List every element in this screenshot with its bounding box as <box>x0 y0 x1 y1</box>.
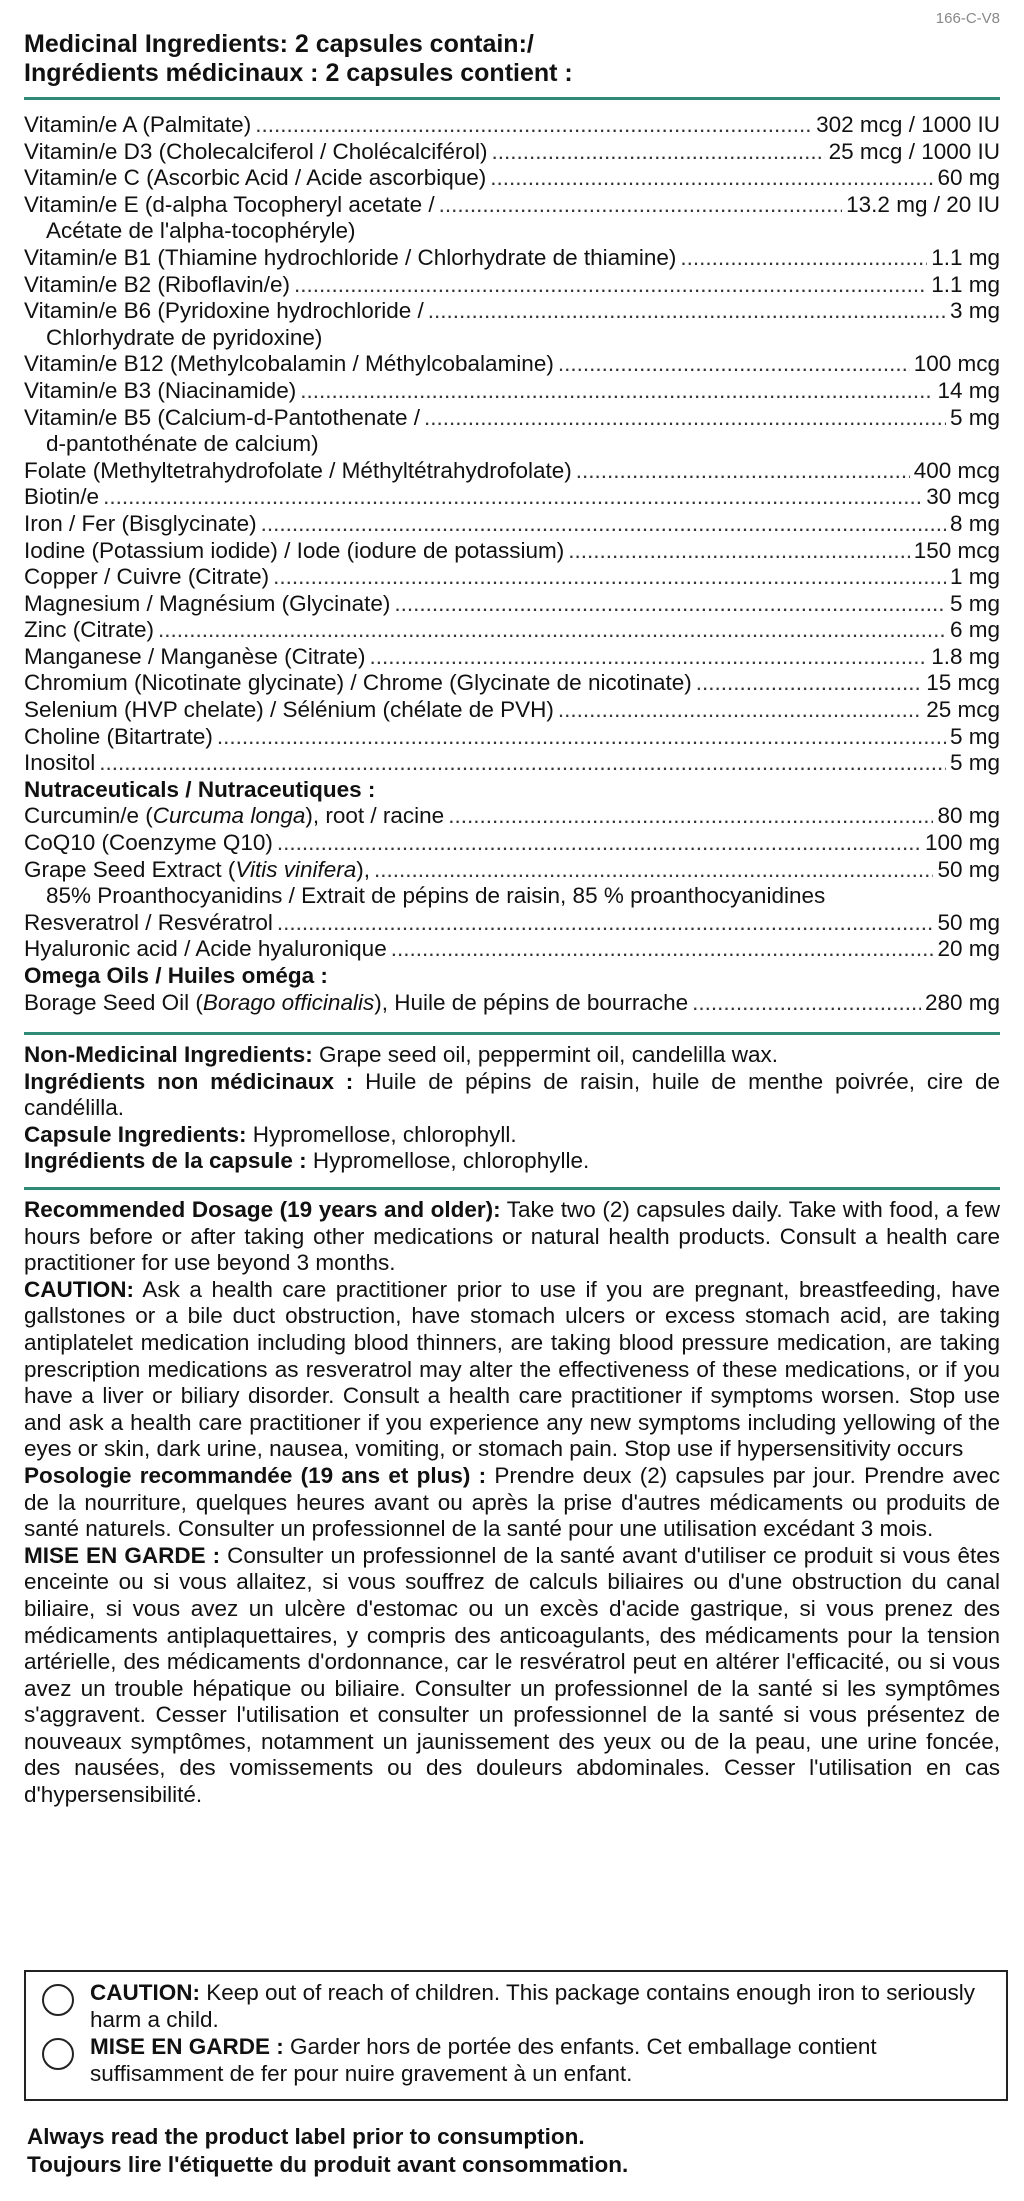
ingredient-amount: 1.8 mg <box>931 643 1000 669</box>
ingredient-row <box>24 670 1000 697</box>
ingredient-row <box>24 936 1000 963</box>
heading-english: Medicinal Ingredients: 2 capsules contain:/ <box>24 30 534 58</box>
ingredient-row <box>24 538 1000 565</box>
ingredient-name: Folate (Methyltetrahydrofolate / Méthyltétrahydrofolate) <box>24 457 572 483</box>
ingredient-name: Selenium (HVP chelate) / Sélénium (chélate de PVH) <box>24 697 554 723</box>
dosage-fr: Posologie recommandée (19 ans et plus) : Prendre deux (2) capsules par jour. Prendre avec de la nourriture, quelques heures avant ou après la prise d'autres médicaments ou produits de santé naturels. Consulter un professionnel de la santé pour une utilisation excédant 3 mois. <box>24 1462 1000 1542</box>
ingredient-amount: 280 mg <box>924 989 1000 1015</box>
ingredient-amount: 50 mg <box>937 909 1000 935</box>
ingredient-amount: 3 mg <box>949 298 1000 324</box>
ingredient-row <box>24 458 1000 485</box>
ingredient-row <box>24 298 1000 325</box>
ingredient-amount: 8 mg <box>949 510 1000 536</box>
ingredient-row <box>24 484 1000 511</box>
scientific-name: Vitis vinifera <box>235 856 357 882</box>
dot-leader <box>568 538 909 565</box>
ingredient-row <box>24 750 1000 777</box>
ingredient-row <box>24 139 1000 166</box>
ingredient-row <box>24 591 1000 618</box>
ingredient-name: Iodine (Potassium iodide) / Iode (iodure de potassium) <box>24 537 565 563</box>
dot-leader <box>277 830 921 857</box>
ingredient-row <box>24 644 1000 671</box>
section-divider <box>24 1187 1000 1190</box>
dot-leader <box>273 564 946 591</box>
product-code: 166-C-V8 <box>935 10 1000 27</box>
capsule-ingredients-fr: Ingrédients de la capsule : Hypromellose, chlorophylle. <box>24 1148 590 1174</box>
dosage-en: Recommended Dosage (19 years and older): Take two (2) capsules daily. Take with food, a few hours before or after taking other medications or natural health products. Consult a health care practitioner for use beyond 3 months. <box>24 1197 1000 1276</box>
section-divider <box>24 97 1000 100</box>
ingredient-name: Vitamin/e C (Ascorbic Acid / Acide ascorbique) <box>24 165 487 191</box>
ingredient-name: Grape Seed Extract (Vitis vinifera), <box>24 856 370 882</box>
ingredient-name: Hyaluronic acid / Acide hyaluronique <box>24 936 387 962</box>
ingredient-amount: 60 mg <box>937 165 1000 191</box>
ingredient-amount: 100 mg <box>924 830 1000 856</box>
ingredient-name: Vitamin/e A (Palmitate) <box>24 112 252 137</box>
dot-leader <box>261 511 946 538</box>
dot-leader <box>490 165 933 192</box>
dot-leader <box>439 192 842 219</box>
ingredient-name: Magnesium / Magnésium (Glycinate) <box>24 590 391 616</box>
ingredient-row <box>24 112 1000 139</box>
iron-warning-fr: MISE EN GARDE : Garder hors de portée des enfants. Cet emballage contient suffisamment de fer pour nuire gravement à un enfant. <box>90 2034 877 2086</box>
medicinal-ingredients-heading <box>24 30 573 88</box>
ingredient-amount: 5 mg <box>949 590 1000 616</box>
dot-leader <box>692 990 921 1017</box>
dot-leader <box>277 910 934 937</box>
circle-icon <box>42 2038 74 2070</box>
dot-leader <box>294 272 927 299</box>
ingredient-name: Borage Seed Oil (Borago officinalis), Huile de pépins de bourrache <box>24 989 689 1015</box>
ingredient-name: Iron / Fer (Bisglycinate) <box>24 510 257 536</box>
iron-warning-en: CAUTION: Keep out of reach of children. This package contains enough iron to seriously harm a child. <box>90 1980 976 2032</box>
ingredient-amount: 13.2 mg / 20 IU <box>846 191 1000 217</box>
dot-leader <box>424 405 946 432</box>
ingredient-amount: 80 mg <box>937 803 1000 829</box>
dot-leader <box>369 644 927 671</box>
ingredient-row <box>24 617 1000 644</box>
ingredient-row <box>24 245 1000 272</box>
ingredient-row <box>24 192 1000 219</box>
dot-leader <box>696 670 922 697</box>
ingredient-amount: 1.1 mg <box>931 244 1000 270</box>
heading-french: Ingrédients médicinaux : 2 capsules contient : <box>24 59 573 87</box>
ingredient-name-continued: Chlorhydrate de pyridoxine) <box>46 324 323 350</box>
ingredients-list <box>24 112 1000 1016</box>
ingredient-row <box>24 990 1000 1017</box>
ingredient-amount: 1 mg <box>949 564 1000 590</box>
non-medicinal-fr: Ingrédients non médicinaux : Huile de pépins de raisin, huile de menthe poivrée, cire de candélilla. <box>24 1068 1000 1121</box>
ingredient-name: Copper / Cuivre (Citrate) <box>24 564 270 590</box>
dot-leader <box>394 591 946 618</box>
ingredient-row <box>24 564 1000 591</box>
iron-warning-box <box>24 1970 1008 2101</box>
ingredient-section-heading: Nutraceuticals / Nutraceutiques : <box>24 776 376 802</box>
ingredient-row <box>24 830 1000 857</box>
ingredient-amount: 5 mg <box>949 723 1000 749</box>
ingredient-amount: 30 mcg <box>926 484 1000 510</box>
ingredient-name: CoQ10 (Coenzyme Q10) <box>24 830 273 856</box>
ingredient-name-continued: 85% Proanthocyanidins / Extrait de pépins de raisin, 85 % proanthocyanidines <box>46 883 826 909</box>
ingredient-name: Biotin/e <box>24 484 100 510</box>
dot-leader <box>99 750 946 777</box>
circle-icon <box>42 1984 74 2016</box>
dot-leader <box>103 484 922 511</box>
scientific-name: Borago officinalis <box>202 989 375 1015</box>
capsule-ingredients-en: Capsule Ingredients: Hypromellose, chlorophyll. <box>24 1121 517 1147</box>
ingredient-name-continued: Acétate de l'alpha-tocophéryle) <box>46 218 356 244</box>
ingredient-amount: 100 mcg <box>913 351 1000 377</box>
ingredient-name: Vitamin/e B3 (Niacinamide) <box>24 377 297 403</box>
ingredient-row <box>24 378 1000 405</box>
ingredient-name: Manganese / Manganèse (Citrate) <box>24 643 366 669</box>
ingredient-row <box>24 165 1000 192</box>
non-medicinal-ingredients <box>24 1042 1000 1175</box>
ingredient-amount: 6 mg <box>949 617 1000 643</box>
dot-leader <box>576 458 910 485</box>
non-medicinal-en: Non-Medicinal Ingredients: Grape seed oil, peppermint oil, candelilla wax. <box>24 1042 779 1067</box>
ingredient-name: Vitamin/e B6 (Pyridoxine hydrochloride / <box>24 298 424 324</box>
ingredient-row <box>24 511 1000 538</box>
ingredient-amount: 5 mg <box>949 750 1000 776</box>
ingredient-name: Vitamin/e B2 (Riboflavin/e) <box>24 271 290 297</box>
ingredient-name: Vitamin/e B5 (Calcium-d-Pantothenate / <box>24 404 421 430</box>
ingredient-row <box>24 697 1000 724</box>
dot-leader <box>680 245 927 272</box>
ingredient-name: Vitamin/e B12 (Methylcobalamin / Méthylcobalamine) <box>24 351 554 377</box>
ingredient-name: Curcumin/e (Curcuma longa), root / racine <box>24 803 445 829</box>
ingredient-amount: 25 mcg <box>926 697 1000 723</box>
ingredient-amount: 5 mg <box>949 404 1000 430</box>
ingredient-amount: 50 mg <box>937 856 1000 882</box>
section-divider <box>24 1032 1000 1035</box>
caution-fr: MISE EN GARDE : Consulter un professionnel de la santé avant d'utiliser ce produit si vous êtes enceinte ou si vous allaitez, si vous souffrez de calculs biliaires ou d'une obstruction du canal biliaire, si vous avez un ulcère d'estomac ou un excès d'acide gastrique, si vous prenez des médicaments antiplaquettaires, y compris des anticoagulants, des médicaments pour la tension artérielle, des médicaments d'ordonnance, car le resvératrol peut en altérer l'efficacité, ou si vous avez un trouble hépatique ou biliaire. Consulter un professionnel de la santé si les symptômes s'aggravent. Cesser l'utilisation et consulter un professionnel de la santé si vous présentez de nouveaux symptômes, notamment un jaunissement des yeux ou de la peau, une urine foncée, des nausées, des vomissements ou des douleurs abdominales. Cesser l'utilisation en cas d'hypersensibilité. <box>24 1542 1000 1808</box>
dot-leader <box>300 378 933 405</box>
caution-en: CAUTION: Ask a health care practitioner prior to use if you are pregnant, breastfeeding, have gallstones or a bile duct obstruction, have stomach ulcers or excess stomach acid, are taking antiplatelet medication including blood thinners, are taking blood pressure medication, are taking prescription medications as resveratrol may alter the effectiveness of these medications, or if you have a liver or biliary disorder. Consult a health care practitioner if symptoms worsen. Stop use and ask a health care practitioner if you experience any new symptoms including yellowing of the eyes or skin, dark urine, nausea, vomiting, or stomach pain. Stop use if hypersensitivity occurs <box>24 1276 1000 1462</box>
ingredient-name: Chromium (Nicotinate glycinate) / Chrome (Glycinate de nicotinate) <box>24 670 692 696</box>
ingredient-name: Inositol <box>24 750 96 776</box>
ingredient-row <box>24 910 1000 937</box>
ingredient-amount: 302 mcg / 1000 IU <box>816 112 1000 137</box>
footer-en: Always read the product label prior to consumption. <box>27 2124 585 2149</box>
ingredient-amount: 400 mcg <box>913 457 1000 483</box>
ingredient-row <box>24 724 1000 751</box>
dot-leader <box>558 697 922 724</box>
ingredient-row <box>24 272 1000 299</box>
footer-notice <box>27 2123 628 2179</box>
ingredient-amount: 1.1 mg <box>931 271 1000 297</box>
dot-leader <box>448 803 933 830</box>
ingredient-amount: 15 mcg <box>926 670 1000 696</box>
scientific-name: Curcuma longa <box>152 803 306 829</box>
ingredient-name: Resveratrol / Resvératrol <box>24 909 273 935</box>
dot-leader <box>217 724 946 751</box>
dot-leader <box>391 936 934 963</box>
ingredient-name: Choline (Bitartrate) <box>24 723 213 749</box>
ingredient-name-continued: d-pantothénate de calcium) <box>46 431 319 457</box>
dot-leader <box>158 617 946 644</box>
ingredient-row <box>24 351 1000 378</box>
ingredient-name: Vitamin/e D3 (Cholecalciferol / Cholécalciférol) <box>24 138 488 164</box>
ingredient-section-heading: Omega Oils / Huiles oméga : <box>24 963 328 988</box>
ingredient-name: Vitamin/e E (d-alpha Tocopheryl acetate / <box>24 191 435 217</box>
dot-leader <box>428 298 946 325</box>
ingredient-amount: 25 mcg / 1000 IU <box>828 138 1000 164</box>
dot-leader <box>558 351 910 378</box>
ingredient-name: Zinc (Citrate) <box>24 617 155 643</box>
ingredient-row <box>24 803 1000 830</box>
ingredient-name: Vitamin/e B1 (Thiamine hydrochloride / Chlorhydrate de thiamine) <box>24 244 677 270</box>
dot-leader <box>492 139 825 166</box>
dot-leader <box>374 857 933 884</box>
ingredient-amount: 150 mcg <box>913 537 1000 563</box>
dot-leader <box>255 112 812 139</box>
ingredient-row <box>24 857 1000 884</box>
footer-fr: Toujours lire l'étiquette du produit avant consommation. <box>27 2152 629 2177</box>
ingredient-amount: 14 mg <box>937 377 1000 403</box>
directions-and-warnings <box>24 1197 1000 1809</box>
ingredient-row <box>24 405 1000 432</box>
ingredient-amount: 20 mg <box>937 936 1000 962</box>
